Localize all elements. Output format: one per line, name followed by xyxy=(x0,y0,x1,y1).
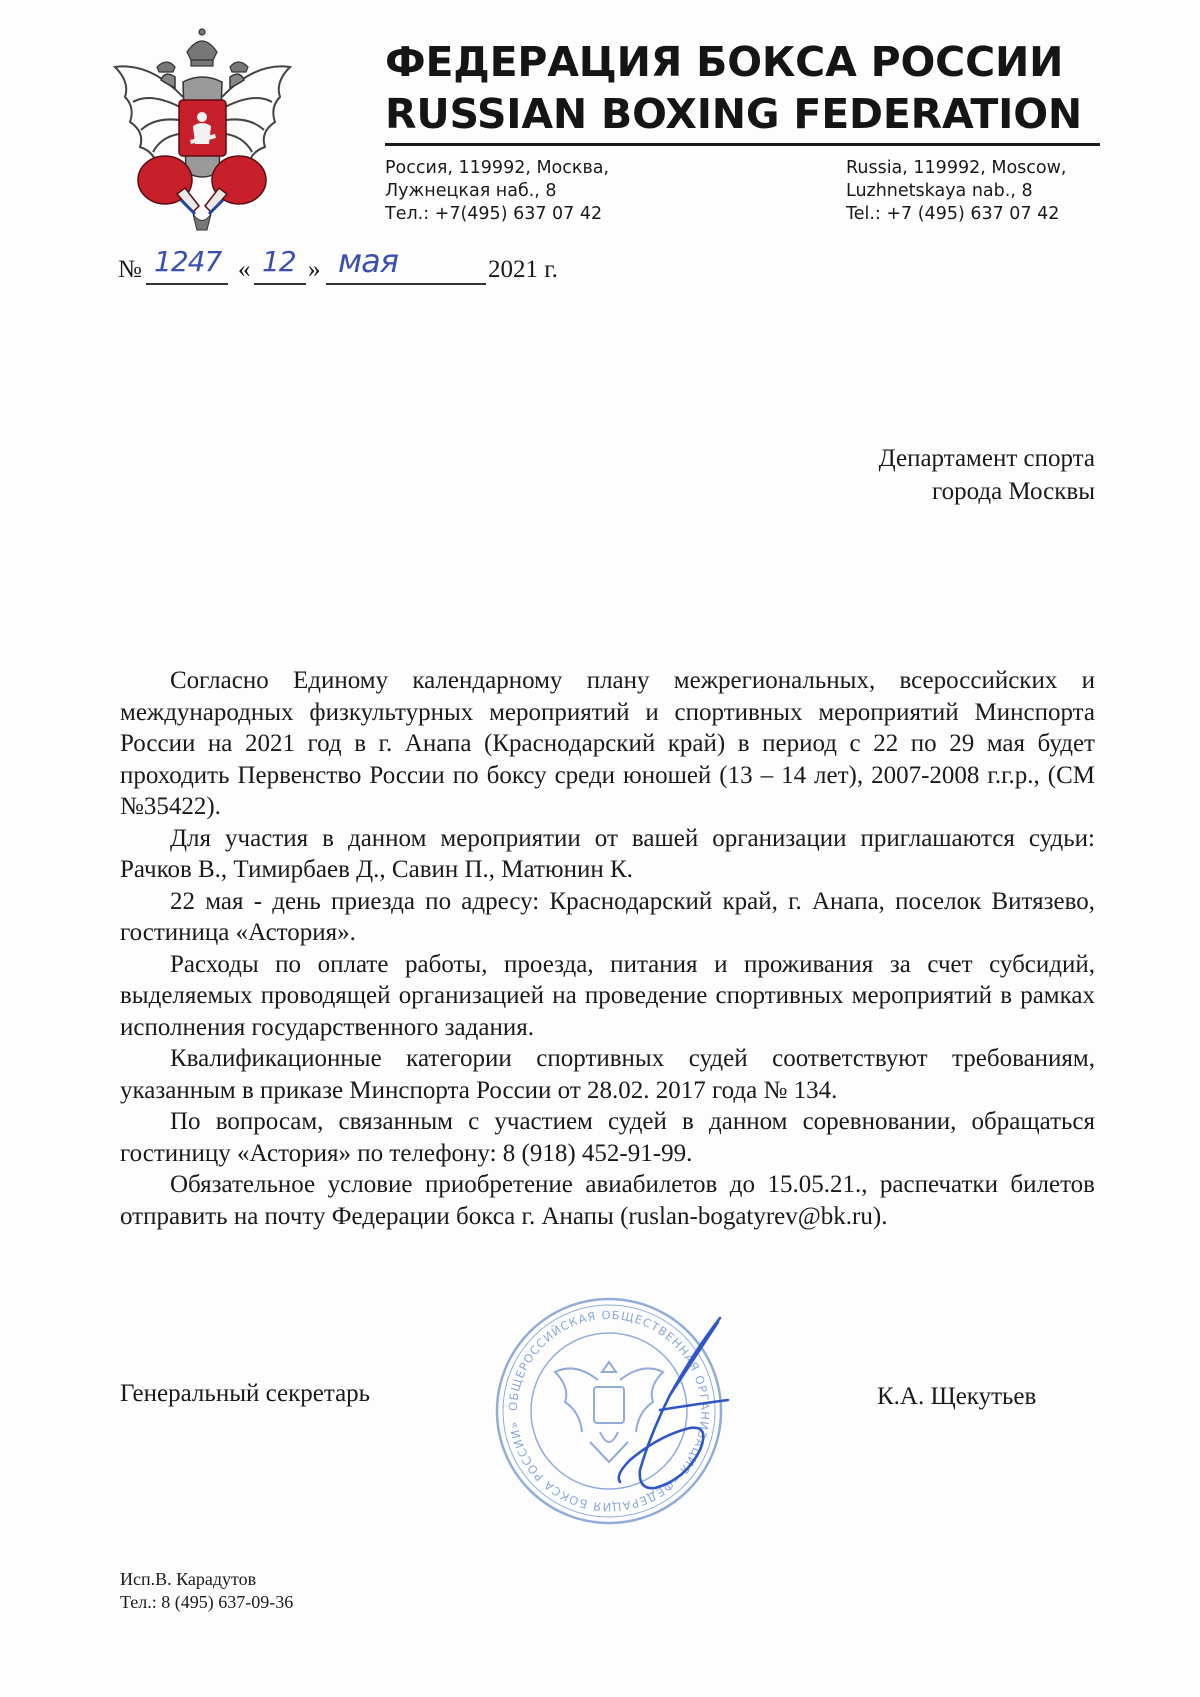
paragraph-3: 22 мая - день приезда по адресу: Краснодарский край, г. Анапа, поселок Витязево, гостиница «Астория». xyxy=(120,887,1095,946)
title-en: RUSSIAN BOXING FEDERATION xyxy=(385,90,1082,138)
number-underline xyxy=(146,283,228,285)
month-underline xyxy=(326,283,486,285)
paragraph-2: Для участия в данном мероприятии от вашей организации приглашаются судьи: Рачков В., Тимирбаев Д., Савин П., Матюнин К. xyxy=(120,824,1095,883)
paragraph-6: По вопросам, связанным с участием судей в данном соревновании, обращаться гостиницу «Астория» по телефону: 8 (918) 452-91-99. xyxy=(120,1108,1095,1167)
seal-text: ОБЩЕРОССИЙСКАЯ ОБЩЕСТВЕННАЯ ОРГАНИЗАЦИЯ «ФЕДЕРАЦИЯ БОКСА РОССИИ» xyxy=(505,1307,713,1515)
signatory-name: К.А. Щекутьев xyxy=(877,1383,1037,1410)
addressee-block xyxy=(879,442,1095,508)
number-prefix: № xyxy=(118,256,142,283)
address-en xyxy=(846,157,1066,226)
paragraph-5: Квалификационные категории спортивных судей соответствуют требованиям, указанным в приказе Минспорта России от 28.02. 2017 года № 134. xyxy=(120,1045,1095,1104)
document-month: мая xyxy=(338,242,398,280)
handwritten-signature xyxy=(600,1310,740,1500)
day-underline xyxy=(254,283,306,285)
title-ru: ФЕДЕРАЦИЯ БОКСА РОССИИ xyxy=(385,38,1064,86)
addressee-line2: города Москвы xyxy=(931,478,1095,505)
document-number: 1247 xyxy=(154,245,222,278)
close-quote: » xyxy=(308,256,321,283)
address-ru-line2: Лужнецкая наб., 8 xyxy=(385,181,557,201)
executor-name: Исп.В. Карадутов xyxy=(120,1569,257,1589)
address-en-line1: Russia, 119992, Moscow, xyxy=(846,158,1067,178)
document-day: 12 xyxy=(262,245,296,278)
address-en-line2: Luzhnetskaya nab., 8 xyxy=(846,181,1033,201)
address-ru-line1: Россия, 119992, Москва, xyxy=(385,158,610,178)
executor-info xyxy=(120,1568,293,1614)
header-divider xyxy=(385,143,1100,146)
addressee-line1: Департамент спорта xyxy=(878,445,1095,472)
document-reference xyxy=(118,242,718,290)
signatory-role: Генеральный секретарь xyxy=(120,1380,371,1407)
address-ru-line3: Тел.: +7(495) 637 07 42 xyxy=(385,204,603,224)
address-en-line3: Tel.: +7 (495) 637 07 42 xyxy=(846,204,1060,224)
paragraph-1: Согласно Единому календарному плану межрегиональных, всероссийских и международных физкультурных мероприятий и спортивных мероприятий Минспорта России на 2021 год в г. Анапа (Краснодарский край) в период с 22 по 29 мая будет проходить Первенство России по боксу среди юношей (13 – 14 лет), 2007-2008 г.г.р., (СМ №35422). xyxy=(120,667,1095,820)
paragraph-4: Расходы по оплате работы, проезда, питания и проживания за счет субсидий, выделяемых проводящей организацией на проведение спортивных мероприятий в рамках исполнения государственного задания. xyxy=(120,950,1095,1041)
open-quote: « xyxy=(238,256,251,283)
address-ru xyxy=(385,157,609,226)
organization-title xyxy=(385,36,1100,140)
letter-body xyxy=(120,665,1095,1232)
executor-phone: Тел.: 8 (495) 637-09-36 xyxy=(120,1592,294,1612)
document-year: 2021 г. xyxy=(488,256,558,283)
paragraph-7: Обязательное условие приобретение авиабилетов до 15.05.21., распечатки билетов отправить на почту Федерации бокса г. Анапы (ruslan-bogatyrev@bk.ru). xyxy=(120,1171,1095,1230)
federation-emblem-icon xyxy=(95,22,310,237)
